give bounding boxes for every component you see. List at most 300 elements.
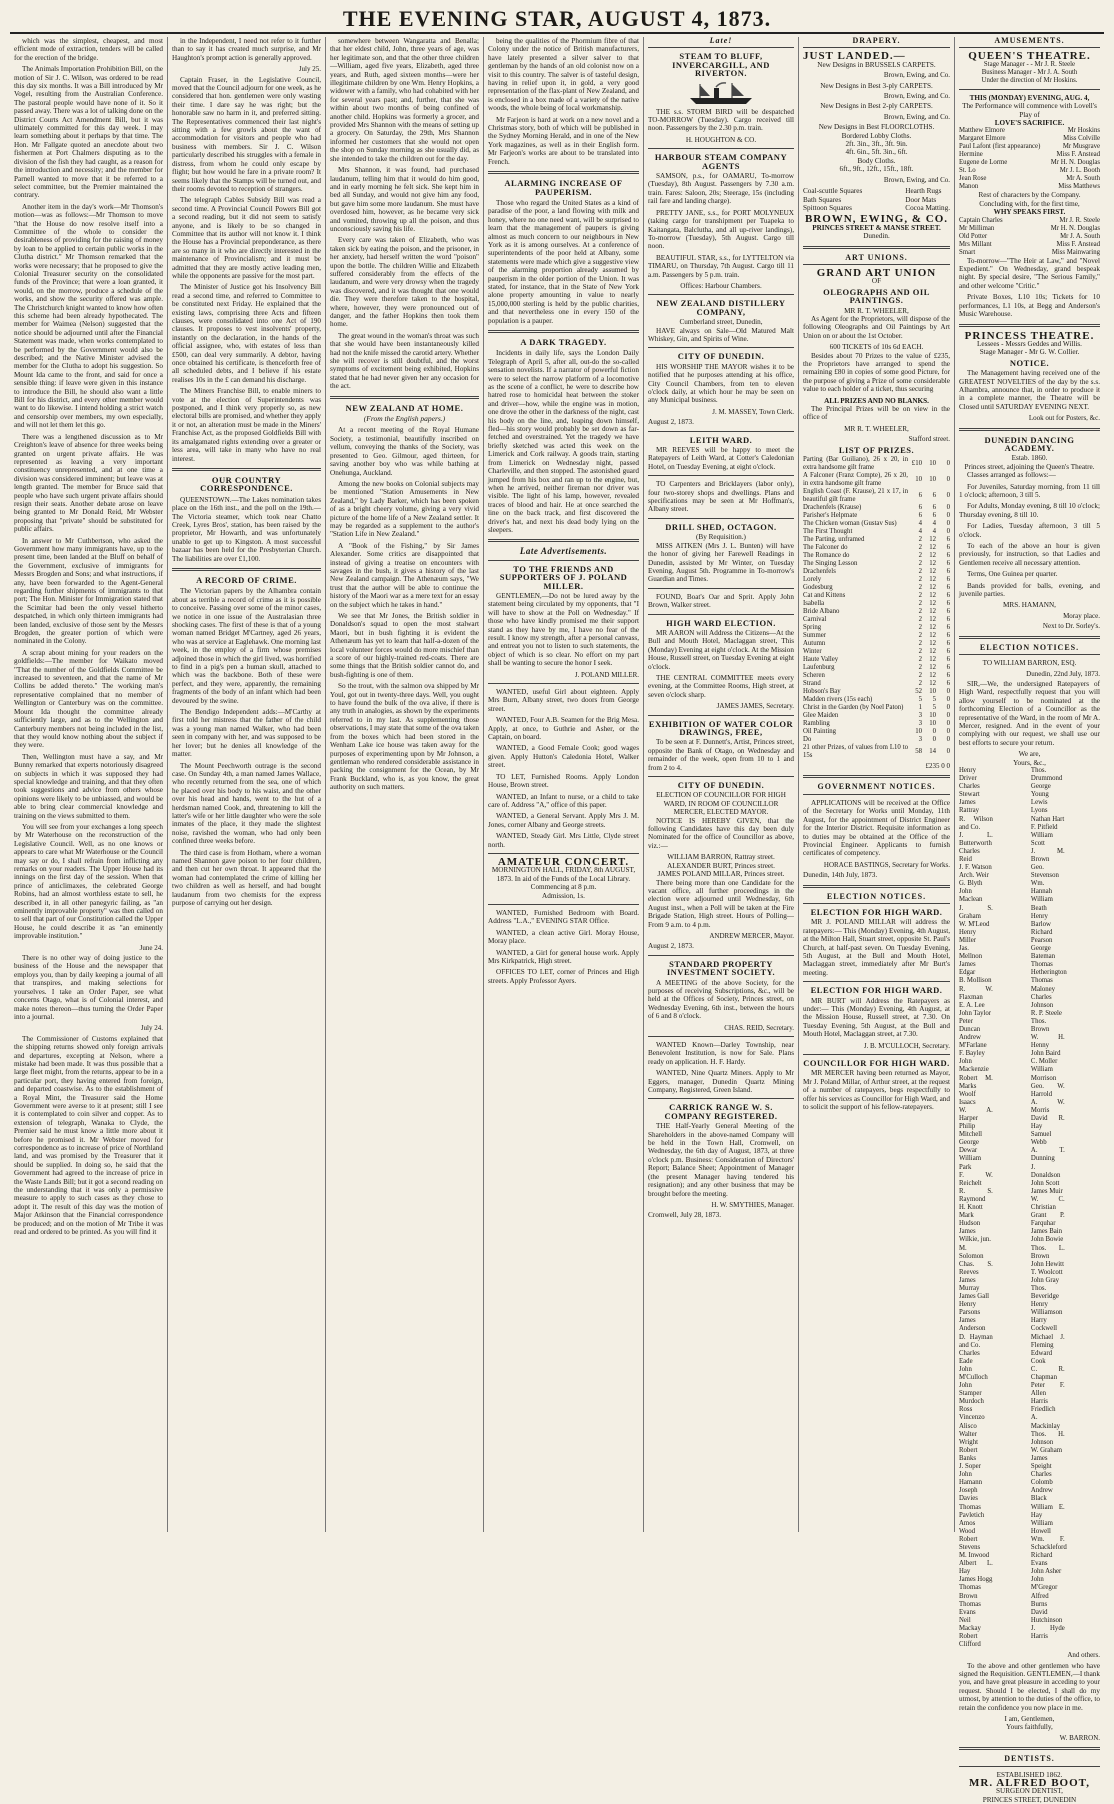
prize-value: 0 xyxy=(946,736,950,744)
signatory-name: John Asher xyxy=(1030,1568,1062,1576)
divider xyxy=(648,1036,794,1037)
classified-ad: WANTED, Steady Girl. Mrs Little, Clyde street north. xyxy=(488,832,639,849)
prize-value: 0 xyxy=(946,720,950,728)
prize-row xyxy=(803,488,950,504)
goods-item: Cocoa Matting. xyxy=(905,203,950,212)
ad-title: LEITH WARD. xyxy=(689,434,753,445)
article-paragraph: So the trout, with the salmon ova shipped by Mr Youl, got out in twenty-three days. Well, you ought to have found the bulk of the ova alive, if there is any truth in analogies, as shown by the experiments referred to in my last. As supplementing those observations, I may state that some of the ova taken from the boxes which had been stored in the Wenham Lake ice house was taken away for the purposes of experimenting upon by Mr Johnson, a gentleman who rendered considerable assistance in packing the consignment for the Ocean, by Mr Frank Buckland, who is, as you know, the great authority on such matters. xyxy=(330,682,479,792)
ad-body: As Agent for the Proprietors, will dispose of the following Oleographs and Oil Paintings by Art Union on or about the 1st October. xyxy=(803,314,950,340)
article-paragraph: A "Book of the Fishing," by Sir James Alexander. Some critics are disappointed that instead of giving a treatise on encounters with savages in the bush, it gives a history of the last New Zealand campaign. The Athenæum says, "We trust that the author will be able to continue the history of the Maori war as a mere text for an essay on the subject which he takes in hand." xyxy=(330,541,479,609)
actor-name: Miss Colville xyxy=(1063,135,1100,143)
article-paragraph: You will see from your exchanges a long speech by Mr Waterhouse on the reconstruction of the Legislative Council. Well, as no one knows or appears to care what Mr Waterhouse or the Council may say or do, I shall refrain from inflicting any remarks on your readers. The Upper House had its innings on the first day of the session. When that prince of anticlimaxes, the celebrated George Robins, had an almost worthless estate to sell, he described it, in all other panegyric failing, as "an eminently improvable property" was then called on to sell that part of our Constitution called the Upper House, he could describe it as "an eminently improvable institution." xyxy=(14,822,163,941)
signatory-name: Walter Wright xyxy=(959,1430,978,1446)
signatory-name: John Maclean xyxy=(959,888,983,904)
ad-line: 6ft., 9ft., 12ft., 15ft., 18ft. xyxy=(839,165,914,174)
prize-value: 12 xyxy=(929,568,936,576)
ad-body: TO Carpenters and Bricklayers (labor only), four two-storey shops and dwellings. Plans and specifications may be seen at Mr Hoffman's, Albany street. xyxy=(648,480,794,514)
signatory-name: Andrew M'Farlane xyxy=(959,1034,987,1050)
section-subheading: (From the English papers.) xyxy=(363,414,446,424)
prize-value: 12 xyxy=(929,680,936,688)
divider xyxy=(172,568,321,571)
character-name: Smart xyxy=(959,248,976,256)
ad-line: ESTABLISHED 1862. xyxy=(996,1770,1063,1779)
ad-body: Classes arranged as follows:— xyxy=(967,471,1056,480)
firm-city: Dunedin. xyxy=(863,232,890,241)
prize-value: 52 xyxy=(915,688,922,696)
character-name: St. Lo xyxy=(959,167,976,175)
ad-body: (By Requisition.) xyxy=(696,533,746,542)
article-paragraph: Incidents in daily life, says the London Daily Telegraph of April 5, after all, out-do the so-called sensation novelists. If a narrator of powerful fiction were to select the narrow platform of a locomotive as the scene of a conflict, he were to describe how hatred rose to homicidal heat between the stoker and driver—how, while the engine was in motion, one drove the other in the darkness of the night, cast his body on the line, and, leaping down himself, fled—his story would probably be set down as far-fetched and overstrained. Yet the tragedy we have briefly sketched was acted this week on the Limerick and Cork railway. A goods train, starting from Limerick on Wednesday night, passed Charleville, and then stopped. The astonished guard jumped from his box and ran up to the engine, but, when he arrived, neither fireman nor driver was visible. The light of his lamp, however, revealed traces of blood and hair. He at once searched the line on the back track, and first discovered the driver's hat, and next his dead body lying on the sleepers. xyxy=(488,349,639,534)
divider xyxy=(959,428,1100,431)
signatory-name: James Muir xyxy=(1030,1187,1063,1195)
ad-body: THE s.s. STORM BIRD will be despatched TO-MORROW (Tuesday). Cargo received till noon. Passengers by the 2.30 p.m. train. xyxy=(648,107,794,133)
prize-row xyxy=(803,568,950,576)
divider xyxy=(488,539,639,542)
ad-date: Dunedin, 14th July, 1873. xyxy=(803,871,878,880)
article-paragraph: The Animals Importation Prohibition Bill, on the motion of Sir J. C. Wilson, was ordered to be read this day six months. It was a Bill introduced by Mr Vogel, resulting from the Australian Conference. The pastoral people would have none of it. So it passed away. There was a lot of talking done on the District Courts Act Amendment Bill, but it was ultimately committed for this day week. I may learn something about it perhaps by that time. The Hon. Mr Fallgate quoted an anecdote about two fishermen at Port Chalmers disputing as to the division of the fish they had caught, as a reason for the introduction and necessity; and the member for Parnell wanted to move that it be referred to a select committee, but the Premier maintained the contrary. xyxy=(14,65,163,200)
article-paragraph: The third case is from Hotham, where a woman named Shannon gave poison to her four children, and then cut her own throat. It appeared that the woman had contemplated the crime of killing her two children as well as herself, and had bought laudanum from two chemists for the express purpose of carrying out her design. xyxy=(172,848,321,907)
prize-value: 10 xyxy=(929,720,936,728)
signatory-name: Harris Friedlich xyxy=(1030,1398,1056,1414)
list-heading: LIST OF PRIZES. xyxy=(838,444,915,455)
signatory-name: John Hamann xyxy=(959,1471,983,1487)
ad-line: Bordered Lobby Cloths. xyxy=(841,131,912,140)
prize-value: 6 xyxy=(946,680,950,688)
divider xyxy=(488,560,639,561)
ad-line: PRINCES STREET, DUNEDIN xyxy=(982,1795,1077,1804)
character-name: Eugene de Lorme xyxy=(959,159,1008,167)
prize-value: 6 xyxy=(946,616,950,624)
article-paragraph: The Mount Peechworth outrage is the second case. On Sunday 4th, a man named James Wallace, who recently returned from the sea, one of which he placed over his body to his waist, and the other over his head and hands, went to the hut of a herdsman named Cook, and, threatening to kill the latter's wife or her little daughter who were the sole inmates of the place, it they made the slightest noise, ravished the woman, who had only been confined three weeks before. xyxy=(172,761,321,846)
prize-value: 12 xyxy=(929,656,936,664)
ad-title: TO THE FRIENDS AND SUPPORTERS OF J. POLAND MILLER. xyxy=(499,563,628,591)
masthead: THE EVENING STAR, AUGUST 4, 1873. xyxy=(10,6,1104,34)
prize-value: 6 xyxy=(946,560,950,568)
prize-value: 0 xyxy=(946,476,950,484)
ad-body: WANTED, Nine Quartz Miners. Apply to Mr Eggers, manager, Dunedin Quartz Mining Company, Registered, Green Island. xyxy=(648,1069,794,1095)
divider xyxy=(803,885,950,888)
column-7 xyxy=(955,36,1104,1804)
prize-value: 4 xyxy=(918,520,922,528)
signatory-name: W. M'Leod xyxy=(959,920,990,928)
ad-body: A MEETING of the above Society, for the purposes of receiving Subscriptions, &c., will be held at the Offices of Society, Princes street, on Wednesday Evening, 6th inst., between the hours of 6 and 8 o'clock. xyxy=(648,978,794,1021)
character-name: Captain Charles xyxy=(959,216,1003,224)
prize-value: 0 xyxy=(946,728,950,736)
character-name: Margaret Elmore xyxy=(959,135,1006,143)
prize-name: Oil Painting xyxy=(803,728,837,736)
prize-name: Madden rivers (15s each) xyxy=(803,696,873,704)
cast-row xyxy=(959,183,1100,191)
classified-ad: WANTED, a General Servant. Apply Mrs J. M. Jones, corner Albany and George streets. xyxy=(488,812,639,829)
prize-name: Drachenfels (Krause) xyxy=(803,504,862,512)
signatory-name: James Gall xyxy=(959,1293,990,1301)
prize-name: Scheren xyxy=(803,672,825,680)
signatory-name: M. Inwood xyxy=(959,1552,990,1560)
prize-name: Summer xyxy=(803,632,827,640)
prize-value: 6 xyxy=(918,512,922,520)
section-heading: NEW ZEALAND AT HOME. xyxy=(345,402,464,413)
section-heading: OUR COUNTRY CORRESPONDENCE. xyxy=(200,474,293,494)
prize-total: £235 0 0 xyxy=(925,762,950,771)
divider xyxy=(959,324,1100,327)
prize-value: 5 xyxy=(932,704,936,712)
divider xyxy=(648,715,794,716)
prize-value: 0 xyxy=(946,512,950,520)
signatory-name: Charles Stewart xyxy=(959,783,980,799)
column-heading: Late! xyxy=(648,37,794,48)
prize-value: 10 xyxy=(915,728,922,736)
prize-name: The Chicken woman (Gustav Sus) xyxy=(803,520,897,528)
ad-title: AMATEUR CONCERT. xyxy=(497,855,630,868)
prize-value: 2 xyxy=(918,544,922,552)
signatory-name: J. S. Graham xyxy=(959,904,993,920)
signatory-name: James Wilkie, jun. xyxy=(959,1228,992,1244)
prize-row xyxy=(803,592,950,600)
signatory-name: William Morrison xyxy=(1030,1066,1057,1082)
prize-value: 0 xyxy=(946,460,950,468)
prize-table xyxy=(803,456,950,760)
ad-line: OF xyxy=(871,277,882,286)
signatory-name: George Young xyxy=(1030,783,1051,799)
ad-line: Princes street, adjoining the Queen's Theatre. xyxy=(964,462,1095,471)
ad-body: HIS WORSHIP THE MAYOR wishes it to be notified that he purposes attending at his office, City Council Chambers, from ten to eleven o'clock daily, at which hour he may be seen on any Municipal business. xyxy=(648,362,794,405)
ad-line: ALL PRIZES AND NO BLANKS. xyxy=(824,396,929,405)
actor-name: Mr J. R. Steele xyxy=(1059,216,1100,224)
ad-line: New Designs in Best 2-ply CARPETS. xyxy=(820,102,933,111)
goods-item: Door Mats xyxy=(905,195,937,204)
signatory-name: James Edgar xyxy=(959,961,976,977)
prize-value: 58 xyxy=(915,748,922,756)
ad-line: SURGEON DENTIST, xyxy=(996,1787,1063,1796)
prize-name: Parting (Bar Guiliano), 26 x 20, in extra handsome gilt frame xyxy=(803,456,908,472)
ad-body: To be seen at F. Dunnett's, Artist, Princes street, opposite the Bank of Otago, on Wednesday and remainder of the week, open from 10 to 1 and from 2 to 4. xyxy=(648,738,794,772)
signatory-name: Albert L. Hay xyxy=(959,1560,993,1576)
ad-subtitle: OLEOGRAPHS AND OIL PAINTINGS. xyxy=(823,286,930,306)
ad-body: To the above and other gentlemen who have signed the Requisition. GENTLEMEN,—I thank you, and have great pleasure in acceding to your request. Should I be elected, I shall do my utmost, by attention to the duties of the office, to retain the confidence you now place in me. xyxy=(959,1661,1100,1712)
character-name: Mrs Millant xyxy=(959,240,992,248)
prize-value: 3 xyxy=(918,736,922,744)
signatory-name: Grant P. Farquhar xyxy=(1030,1212,1065,1228)
ad-date: August 2, 1873. xyxy=(648,418,694,427)
ad-body: Terms, One Guinea per quarter. xyxy=(967,570,1058,579)
ad-body: For Adults, Monday evening, 8 till 10 o'clock; Thursday evening, 8 till 10. xyxy=(959,502,1100,519)
signatory-name: James Hogg xyxy=(959,1576,993,1584)
ad-line: Next to Dr. Sorley's. xyxy=(1042,622,1100,631)
prize-value: 2 xyxy=(918,664,922,672)
prize-value: 0 xyxy=(946,528,950,536)
character-name: Mr Milliman xyxy=(959,224,995,232)
ad-line: The Performance will commence with Lovell's Play of xyxy=(962,102,1097,119)
staff-line: Business Manager - Mr J. A. South xyxy=(981,68,1078,76)
column-heading: DENTISTS. xyxy=(959,1755,1100,1766)
ad-title: PRINCESS THEATRE. xyxy=(964,329,1095,342)
ad-line: Concluding with, for the first time, xyxy=(979,199,1080,208)
divider xyxy=(648,518,794,519)
cast-row xyxy=(959,135,1100,143)
ad-line: New Designs in Best 3-ply CARPETS. xyxy=(820,81,933,90)
prize-value: 14 xyxy=(929,748,936,756)
actor-name: Miss Mainwaring xyxy=(1051,248,1100,256)
prize-value: 6 xyxy=(946,568,950,576)
signatory-column xyxy=(959,767,1028,1649)
signatory-name: R. W. Flaxman xyxy=(959,985,993,1001)
divider xyxy=(488,683,639,684)
prize-name: Bride Albano xyxy=(803,608,840,616)
prize-value: 12 xyxy=(929,592,936,600)
ad-signature: ANDREW MERCER, Mayor. xyxy=(709,931,794,940)
play-title: LOVE'S SACRIFICE. xyxy=(994,119,1065,128)
article-paragraph: Mrs Shannon, it was found, had purchased laudanum, telling him that it would do him good, and in early morning he felt sick. She kept him in bed all Sunday, and would not give him any food, but gave him some more laudanum. She must have overdosed him, however, as he became very sick and vomited, throwing up all the poison, and thus unconsciously saving his life. xyxy=(330,166,479,233)
prize-row xyxy=(803,584,950,592)
ad-signature: W. BARRON. xyxy=(1059,1733,1100,1742)
cast-row xyxy=(959,249,1100,257)
prize-value: 2 xyxy=(918,576,922,584)
signatory-name: R. P. Steele xyxy=(1030,1009,1062,1017)
divider xyxy=(648,347,794,348)
classified-ad: WANTED, Four A.B. Seamen for the Brig Mesa. Apply, at once, to Guthrie and Asher, or the Captain, on board. xyxy=(488,716,639,742)
prize-value: 12 xyxy=(929,560,936,568)
character-name: Jean Rose xyxy=(959,175,987,183)
prize-value: 10 xyxy=(929,460,936,468)
prize-value: 12 xyxy=(929,672,936,680)
cast-row xyxy=(959,175,1100,183)
signatory-name: Joseph Davies xyxy=(959,1487,978,1503)
prize-row xyxy=(803,512,950,520)
divider xyxy=(959,89,1100,90)
signatory-name: Jas. Mellnon xyxy=(959,945,983,961)
signatory-name: Peter F. Allen xyxy=(1030,1382,1065,1398)
classified-ad: WANTED, a Girl for general house work. Apply Mrs Kirkpatrick, High street. xyxy=(488,948,639,965)
ad-body: MR MERCER having been returned as Mayor, Mr J. Poland Millar, of Arthur street, at the request of a number of ratepayers, begs respectfully to offer his services as Councillor for High Ward, and to solicit the support of his fellow-ratepayers. xyxy=(803,1069,950,1112)
prize-value: 0 xyxy=(946,492,950,500)
signatory-name: G. Blyth xyxy=(959,880,983,888)
ad-title: TO WILLIAM BARRON, ESQ. xyxy=(982,659,1077,668)
signatory-name: E. A. Lee xyxy=(959,1001,985,1009)
prize-name: Laufenburg xyxy=(803,664,835,672)
divider xyxy=(488,330,639,333)
ad-body: FOUND, Boat's Oar and Sprit. Apply John Brown, Walker street. xyxy=(648,592,794,610)
signatory-name: J. Soper xyxy=(959,1463,981,1471)
ad-body: SIR,—We, the undersigned Ratepayers of High Ward, respectfully request that you will allow yourself to be nominated at the forthcoming Election of a Councillor as the representative of the Ward, in the room of Mr A. Mercer, resigned. And in the event of your complying with our request, we shall use our best efforts to secure your return. xyxy=(959,679,1100,747)
signatory-name: D. Hayman and Co. xyxy=(959,1333,993,1349)
prize-name: A Falconer (Franz Compte), 26 x 20, in extra handsome gilt frame xyxy=(803,472,908,488)
prize-value: 4 xyxy=(932,528,936,536)
prize-value: 12 xyxy=(929,552,936,560)
columns xyxy=(10,36,1104,1804)
article-paragraph: The Bendigo Independent adds:—M'Carthy at first told her mistress that the father of the child was a young man named Walker, who had been seen in company with her, and was supposed to be her lover; but he denies all knowledge of the matter. xyxy=(172,708,321,759)
prize-value: 12 xyxy=(929,536,936,544)
signatory-name: H. Knott xyxy=(959,1204,983,1212)
ad-line: We are, xyxy=(1018,750,1041,759)
signatory-name: George Dewar xyxy=(959,1139,979,1155)
prize-value: 10 xyxy=(915,476,922,484)
ad-line: And others. xyxy=(1067,1651,1100,1660)
signatory-name: Philip Mitchell xyxy=(959,1123,983,1139)
prize-value: 0 xyxy=(932,728,936,736)
prize-value: 12 xyxy=(929,576,936,584)
divider xyxy=(803,1054,950,1055)
signatory-name: R. S. Raymond xyxy=(959,1187,993,1203)
prize-value: 2 xyxy=(918,648,922,656)
divider xyxy=(172,468,321,471)
ad-signature: CHAS. REID, Secretary. xyxy=(724,1023,794,1032)
signatory-name: F. Bayley xyxy=(959,1050,985,1058)
signatory-name: Andrew Black xyxy=(1030,1487,1053,1503)
divider xyxy=(648,1098,794,1099)
article-paragraph: Mr Farjeon is hard at work on a new novel and a Christmas story, both of which will be published in the Sydney Morning Herald, and in one of the New York magazines, as well as in their English form. Mr Farjeon's works are about to be translated into French. xyxy=(488,115,639,166)
prize-value: 6 xyxy=(946,584,950,592)
section-heading: A DARK TRAGEDY. xyxy=(520,337,607,347)
signatory-name: C. R. Chapman xyxy=(1030,1365,1065,1381)
ad-title: QUEEN'S THEATRE. xyxy=(968,50,1091,63)
goods-item: Bath Squares xyxy=(803,195,842,204)
prize-name: Do xyxy=(803,736,812,744)
prize-name: The Romance do xyxy=(803,552,850,560)
ad-body: GENTLEMEN,—Do not be lured away by the statement being circulated by my opponents, that "I will have to show at the Poll on Wednesday." If those who have kindly promised me their support stand as they have by me, I have no fear of the result. I know my strength, after a personal canvass, and entreat you not to listen to such statements, the object of which is so clear. No effort on my part shall be wanting to secure the honor I seek. xyxy=(488,591,639,668)
prize-row xyxy=(803,704,950,712)
signatory-name: Harry Cockwell xyxy=(1030,1317,1057,1333)
signatory-name: Thos. H. Johnson xyxy=(1030,1430,1065,1446)
prize-row xyxy=(803,616,950,624)
signatory-name: Thomas Evans xyxy=(959,1600,981,1616)
prize-value: 10 xyxy=(929,476,936,484)
prize-value: 6 xyxy=(932,492,936,500)
signatory-name: Vincenzo Alisco xyxy=(959,1414,985,1430)
signatory-name: Henry Parsons xyxy=(959,1301,981,1317)
prize-value: 6 xyxy=(946,544,950,552)
article-paragraph: The great wound in the woman's throat was such that she would have been instantaneously killed had not the knife missed the carotid artery. Whether she will recover is still doubtful, and the worst symptoms of excitement being exhibited, Hopkins stated that he had never given her any occasion for the act. xyxy=(330,331,479,391)
prize-value: 12 xyxy=(929,616,936,624)
signatory-name: James Murray xyxy=(959,1276,980,1292)
signatory-name: John Mackenzie xyxy=(959,1058,989,1074)
prize-value: 2 xyxy=(918,600,922,608)
actor-name: Mr A. South xyxy=(1066,175,1100,183)
prize-row xyxy=(803,648,950,656)
classified-ad: WANTED, a Good Female Cook; good wages given. Apply Hutton's Caledonia Hotel, Walker street. xyxy=(488,744,639,770)
cast-row xyxy=(959,225,1100,233)
signatory-name: W. C. Christian xyxy=(1030,1195,1065,1212)
article-paragraph: There was a lengthened discussion as to Mr Creighton's leave of absence for three weeks being granted on urgent private affairs. He was represented as leaving a very important constituency unrepresented, and at one time a division was considered imminent; but leave was at length granted. The member for Bruce said that people who have such urgent private affairs should resign their seats. Another debate arose on leave being granted to Mr Donald Reid, Mr Webster proposing that "private" should be substituted for public affairs. xyxy=(14,432,163,534)
prize-value: 12 xyxy=(929,624,936,632)
divider xyxy=(959,1747,1100,1750)
ad-body: MR J. POLAND MILLAR will address the ratepayers:— This (Monday) Evening, 4th August, at the Milton Hall, Stuart street, opposite St. Paul's Church, at half-past seven. On Tuesday Evening, 5th August, at the Bull and Mouth Hotel, Maclaggan street, immediately after Mr Burt's meeting. xyxy=(803,918,950,977)
column-heading: DRAPERY. xyxy=(803,37,950,48)
signatory-name: John Gray xyxy=(1030,1276,1060,1284)
signatory-name: R. Wilson and Co. xyxy=(959,815,993,831)
ad-signature: J. B. M'CULLOCH, Secretary. xyxy=(863,1041,950,1050)
signatory-name: W. H. Henny xyxy=(1030,1034,1065,1050)
signatory-name: David R. Hay xyxy=(1030,1115,1065,1131)
prize-row xyxy=(803,576,950,584)
signatory-name: Alfred Burns xyxy=(1030,1592,1049,1608)
prize-row xyxy=(803,664,950,672)
article-paragraph: Every care was taken of Elizabeth, who was taken sick by eating the poison, and the prisoner, in her anxiety, had herself written the word "poison" upon the bottle. The children Willie and Elizabeth suffered considerably from the effects of the laudanum, and were very drowsy when the tragedy was discovered, and it was thought that one would die. They were therefore taken to the hospital, where, however, they were pronounced out of danger, and the father Hopkins then took them home. xyxy=(330,236,479,329)
divider xyxy=(648,148,794,149)
divider xyxy=(648,294,794,295)
prize-value: 12 xyxy=(929,600,936,608)
prize-row xyxy=(803,720,950,728)
ad-title: NEW ZEALAND DISTILLERY COMPANY, xyxy=(656,298,786,317)
prize-name: Drachenfels xyxy=(803,568,836,576)
prize-value: 6 xyxy=(946,672,950,680)
prize-row xyxy=(803,672,950,680)
prize-name: English Coast (F. Krause), 21 x 17, in beautiful gilt frame xyxy=(803,488,908,504)
prize-row xyxy=(803,456,950,472)
ad-body: MR AARON will Address the Citizens—At the Bull and Mouth Hotel, Maclaggan street, This (Monday) Evening at eight o'clock. At the Mission House, Russell street, on Tuesday Evening at eight o'clock. xyxy=(648,628,794,671)
ad-body: BEAUTIFUL STAR, s.s., for LYTTELTON via TIMARU, on Thursday, 7th August. Cargo till 11 a.m. Passengers by 5 p.m. train. xyxy=(648,253,794,279)
prize-name: The Singing Lesson xyxy=(803,560,858,568)
prize-value: 5 xyxy=(918,696,922,704)
prize-value: 12 xyxy=(929,632,936,640)
ad-body: Bands provided for balls, evening, and juvenile parties. xyxy=(959,581,1100,599)
article-paragraph: There is no other way of doing justice to the business of the House and the newspaper that employs you, than by daily keeping a journal of all that transpires, and making selections for yourselves. I take an Order Paper, see what concerns Otago, what is of Colonial interest, and make notes thereon—thus turning the Order Paper into a journal. xyxy=(14,954,163,1021)
ad-body: THE CENTRAL COMMITTEE meets every evening, at the Committee Rooms, High street, at seven o'clock sharp. xyxy=(648,673,794,699)
character-name: Old Potter xyxy=(959,232,988,240)
signatory-name: Charles Reid xyxy=(959,847,980,863)
staff-list xyxy=(959,61,1100,85)
cast-row xyxy=(959,159,1100,167)
ad-title: CARRICK RANGE W. S. COMPANY REGISTERED. xyxy=(664,1102,778,1121)
signatory-name: John Scott xyxy=(1030,1179,1060,1187)
prize-name: Rambling xyxy=(803,720,830,728)
article-paragraph: Another item in the day's work—Mr Thomson's motion—was as follows:—Mr Thomson to move "that the House do now resolve itself into a Committee of the whole to consider the desirableness of providing for the raising of money by loan to be applied to certain public works in the Clutha district." Mr Thomson remarked that the works were necessary; that he proposed to give the Colonial Treasurer security on the consolidated funds of the Province; that were a loan granted, it would, on the morrow, produce a schedule of the works, and show the security offered was ample. The Christchurch knight wanted to know how often this scheme had been already hypothecated. The member for Waimea (Nelson) suggested that the notice should be adjourned until after the Financial Statement was made, when works contemplated to be performed by the Government would also be described; and the Native Minister advised the member for the Clutha to adopt his suggestion. So Mount Ida came to the front, and said for once a sensible thing: if leave were given in this instance to introduce the Bill, he should also want a little Bill for his district, and every other member would want to do likewise. I intend holding a strict watch and censorship over members, my own especially, and will not let them let this go. xyxy=(14,202,163,430)
firm-address: PRINCES STREET & MANSE STREET. xyxy=(812,223,941,232)
actor-name: Mr J. A. South xyxy=(1060,232,1100,240)
signatory-name: Wm. Hannah xyxy=(1030,880,1053,896)
signatory-name: Michael J. Fleming xyxy=(1030,1333,1065,1349)
ad-body: PRETTY JANE, s.s., for PORT MOLYNEUX (taking cargo for transhipment per Tuapeka to Kaitangata, Balclutha, and all up-river landings), To-morrow (Tuesday), 5th August. Cargo till noon. xyxy=(648,208,794,251)
signatory-name: J. Hyde Harris xyxy=(1030,1624,1065,1640)
prize-value: 6 xyxy=(946,552,950,560)
prize-row xyxy=(803,560,950,568)
prize-value: 2 xyxy=(918,624,922,632)
prize-name: Parisher's Helpmate xyxy=(803,512,858,520)
prize-value: 2 xyxy=(918,656,922,664)
cast-row xyxy=(959,167,1100,175)
actor-name: Miss F. Anstead xyxy=(1056,151,1100,159)
signatory-name: Thos. Drummond xyxy=(1030,766,1063,783)
ad-body: MISS AITKEN (Mrs J. L. Bunten) will have the honor of giving her Farewell Readings in Dunedin, assisted by Mr Winter, on Tuesday Evening, August 5th. Programme in To-morrow's Guardian and Times. xyxy=(648,541,794,584)
ad-title: CITY OF DUNEDIN. xyxy=(677,351,765,362)
ad-line: Look out for Posters, &c. xyxy=(1028,414,1100,423)
signatory-name: James Anderson xyxy=(959,1317,986,1333)
firm-name: BROWN, EWING, & CO. xyxy=(804,213,949,226)
divider xyxy=(959,636,1100,639)
ad-subtitle: ELECTION OF COUNCILLOR FOR HIGH WARD, IN ROOM OF COUNCILLOR MERCER, ELECTED MAYOR. xyxy=(656,791,786,817)
prize-value: 2 xyxy=(918,568,922,576)
cast-row xyxy=(959,241,1100,249)
signatory-name: Richard Pearson xyxy=(1030,928,1053,944)
prize-value: 6 xyxy=(932,512,936,520)
article-paragraph: being the qualities of the Phormium fibre of that Colony under the notice of British manufacturers, have lately presented a silver salver to that gentleman by the hands of an old colonist now on a visit to this country. The salver is of tasteful design, having in relief upon it, in gold, a very good representation of the flax-plant of New Zealand, and is enclosed in a box made of a variety of the native woods, the whole being of local workmanship. xyxy=(488,37,639,113)
signatory-name: Henry Driver xyxy=(959,766,977,783)
signatory-name: James Rattray xyxy=(959,799,980,815)
prize-value: 0 xyxy=(946,712,950,720)
prize-value: 0 xyxy=(932,736,936,744)
ad-line: Brown, Ewing, and Co. xyxy=(883,112,950,121)
prize-value: 2 xyxy=(918,584,922,592)
prize-value: 6 xyxy=(946,536,950,544)
prize-value: 5 xyxy=(932,696,936,704)
signatory-name: Geo. Stevenson xyxy=(1030,864,1059,880)
signatory-name: A. Mackinlay xyxy=(1030,1414,1060,1430)
column-4 xyxy=(484,37,644,1532)
signatory-name: Thomas Pavletich xyxy=(959,1503,985,1519)
prize-name: Christ in the Garden (by Noel Paton) xyxy=(803,704,904,712)
cast-row xyxy=(959,217,1100,225)
ad-title: STANDARD PROPERTY INVESTMENT SOCIETY. xyxy=(666,958,776,978)
ad-line: Stafford street. xyxy=(908,435,950,444)
